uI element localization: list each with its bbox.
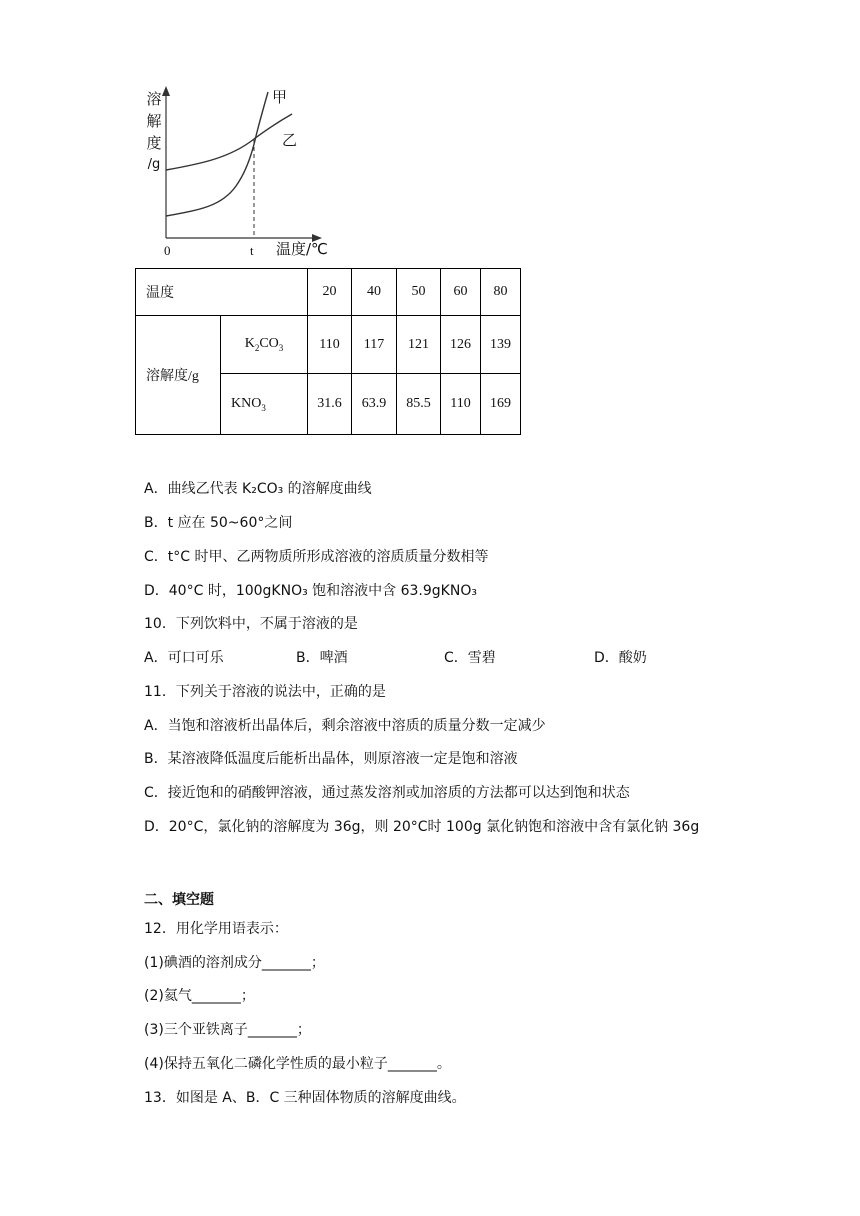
y-label-char: /g (147, 157, 161, 172)
section-heading: 二、填空题 (144, 892, 214, 908)
table-row (136, 269, 521, 316)
curve-jia (166, 92, 268, 216)
q9-option-b: B．t 应在 50~60°之间 (144, 515, 293, 531)
q10-option-c: C．雪碧 (444, 650, 496, 666)
value-cell: 110 (308, 316, 352, 374)
table-row (136, 316, 521, 374)
temp-cell: 50 (397, 269, 441, 316)
curve-yi (166, 114, 292, 170)
value-cell: 169 (481, 374, 521, 435)
solubility-header: 溶解度/g (136, 316, 221, 435)
solubility-table (135, 268, 521, 435)
y-label-char: 溶 (146, 90, 162, 108)
value-cell: 121 (397, 316, 441, 374)
formula-subscript: 2 (254, 342, 260, 353)
temp-cell: 60 (441, 269, 481, 316)
q11-option-b: B．某溶液降低温度后能析出晶体，则原溶液一定是饱和溶液 (144, 751, 518, 767)
value-cell: 31.6 (308, 374, 352, 435)
substance-name-kno3 (221, 374, 308, 435)
formula-subscript: 3 (278, 342, 284, 353)
q9-option-a: A．曲线乙代表 K₂CO₃ 的溶解度曲线 (144, 481, 372, 497)
q12-item-2: (2)氦气_______； (144, 988, 255, 1004)
q11-stem: 11．下列关于溶液的说法中，正确的是 (144, 684, 386, 700)
solubility-graph (130, 78, 330, 263)
curve-yi-label: 乙 (282, 131, 298, 149)
t-tick-label: t (250, 243, 254, 258)
q12-item-3: (3)三个亚铁离子_______； (144, 1022, 311, 1038)
value-cell: 63.9 (352, 374, 397, 435)
y-label-char: 解 (146, 112, 162, 130)
value-cell: 110 (441, 374, 481, 435)
curve-jia-label: 甲 (272, 88, 288, 106)
q10-stem: 10．下列饮料中，不属于溶液的是 (144, 616, 358, 632)
q12-item-4: (4)保持五氧化二磷化学性质的最小粒子_______。 (144, 1056, 451, 1072)
x-axis-label: 温度/℃ (276, 240, 328, 258)
q11-option-a: A．当饱和溶液析出晶体后，剩余溶液中溶质的质量分数一定减少 (144, 718, 546, 734)
q12-stem: 12．用化学用语表示： (144, 921, 288, 937)
temp-cell: 40 (352, 269, 397, 316)
formula-subscript: 3 (261, 402, 266, 413)
q9-option-d: D．40°C 时，100gKNO₃ 饱和溶液中含 63.9gKNO₃ (144, 583, 477, 599)
y-axis-label (144, 88, 164, 176)
value-cell: 139 (481, 316, 521, 374)
q12-item-1: (1)碘酒的溶剂成分_______； (144, 955, 325, 971)
q13-stem: 13．如图是 A、B．C 三种固体物质的溶解度曲线。 (144, 1090, 466, 1106)
q9-option-c: C．t°C 时甲、乙两物质所形成溶液的溶质质量分数相等 (144, 549, 489, 565)
substance-name-k2co3 (221, 316, 308, 374)
q10-option-b: B．啤酒 (296, 650, 348, 666)
q11-option-d: D．20°C，氯化钠的溶解度为 36g，则 20°C时 100g 氯化钠饱和溶液中含有氯化钠 36g (144, 819, 700, 835)
temp-cell: 20 (308, 269, 352, 316)
value-cell: 117 (352, 316, 397, 374)
q10-option-d: D．酸奶 (594, 650, 647, 666)
value-cell: 85.5 (397, 374, 441, 435)
origin-label: 0 (164, 243, 171, 258)
formula-part: KNO (231, 395, 262, 411)
y-label-char: 度 (146, 134, 162, 152)
temp-cell: 80 (481, 269, 521, 316)
q10-option-a: A．可口可乐 (144, 650, 224, 666)
value-cell: 126 (441, 316, 481, 374)
formula-part: K (244, 336, 255, 352)
temp-header: 温度 (136, 269, 308, 316)
formula-part: CO (259, 336, 279, 352)
q11-option-c: C．接近饱和的硝酸钾溶液，通过蒸发溶剂或加溶质的方法都可以达到饱和状态 (144, 785, 630, 801)
